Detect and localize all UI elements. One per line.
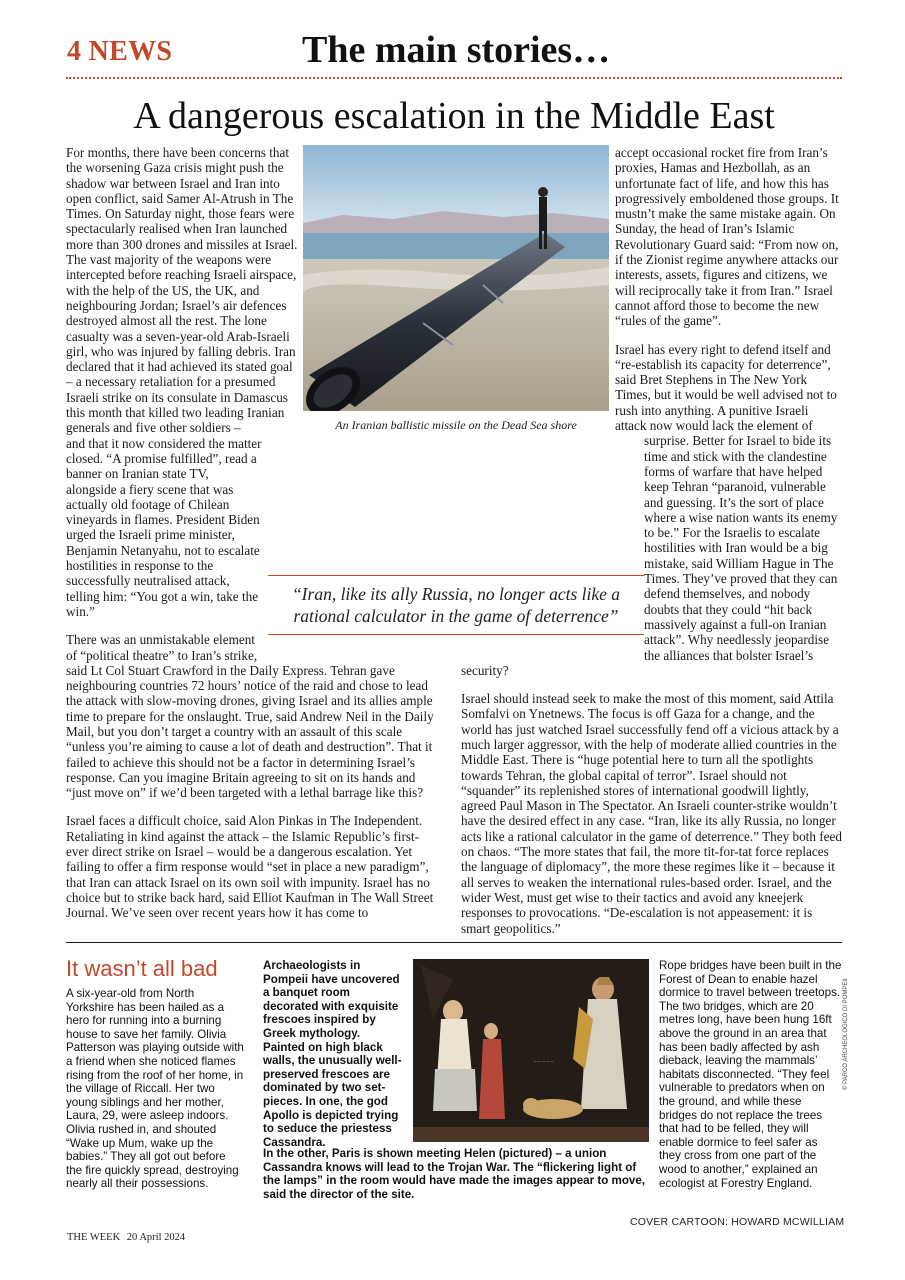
page-footer	[67, 1232, 185, 1243]
publication-name: THE WEEK	[67, 1232, 121, 1243]
missile-photo	[303, 145, 609, 411]
fresco-inscription: ~~~~~	[533, 1059, 554, 1065]
page-heading: The main stories…	[302, 29, 611, 71]
article-paragraph: Israel has every right to defend itself and “re-establish its capacity for deterrence”, said Bret Stephens in The New York Times, but it would be well advised not to rush into anything. A punitive Israeli attack now would lack the element of surprise. Better for Israel to bide its time and stick with the clandestine forms of warfare that have helped keep Tehran “paranoid, vulnerable and guessing. It’s the sort of place where a wise nation wants its enemy to be.” For the Israelis to escalate hostilities with Iran would be a big mistake, said William Hague in The Times. They’ve proved that they can defend themselves, and nobody doubts that they could “hit back massively against a full-on Iranian attack”. Why needlessly jeopardise the alliances that bolster Israel’s security?	[461, 341, 838, 678]
section-label: 4 NEWS	[67, 36, 173, 67]
pullquote: “Iran, like its ally Russia, no longer acts like a rational calculator in the game of deterrence”	[291, 584, 621, 626]
article-paragraph: There was an unmistakable element of “political theatre” to Iran’s strike, said Lt Col Stuart Crawford in the Daily Express. Tehran gave neighbouring countries 72 hours’ notice of the raid and chose to lead the attack with slow-moving drones, giving Israel and its allies ample time to prepare for the onslaught. True, said Andrew Neil in the Daily Mail, but you don’t target a country with an assault of this scale “unless you’re aiming to cause a lot of death and destruction”. That it failed to achieve this should not be a factor in determining Israel’s response. Can you imagine Britain agreeing to sit on its hands and “just move on” if we’d been targeted with a lethal barrage like this?	[66, 632, 434, 801]
article-paragraph: accept occasional rocket fire from Iran’s proxies, Hamas and Hezbollah, as an unfortunate fact of life, and how this has progressively emboldened those groups. It mustn’t make the same mistake again. On Sunday, the head of Iran’s Islamic Revolutionary Guard said: “From now on, if the Zionist regime anywhere attacks our interests, assets, figures and citizens, we will reciprocally take it from Iran.” Israel cannot afford those to become the new “rules of the game”.	[615, 145, 839, 329]
briefs-section-title: It wasn’t all bad	[66, 956, 218, 981]
photo-caption: An Iranian ballistic missile on the Dead Sea shore	[335, 418, 577, 432]
pullquote-bottom-rule	[268, 634, 644, 635]
article-paragraph: For months, there have been concerns that the worsening Gaza crisis might push the shadow war between Israel and Iran into open conflict, said Samer Al-Atrush in The Times. On Saturday night, those fears were spectacularly realised when Iran launched more than 300 drones and missiles at Israel. The vast majority of the weapons were intercepted before reaching Israeli airspace, with the help of the US, the UK, and neighbouring Jordan; Israel’s air defences destroyed almost all the rest. The lone casualty was a seven-year-old Arab-Israeli girl, who was injured by falling debris. Iran declared that it had achieved its stated goal – a necessary retaliation for a presumed Israeli strike on its consulate in Damascus this month that killed two leading Iranian generals and five other soldiers – and that it now considered the matter closed. “A promise fulfilled”, read a banner on Iranian state TV, alongside a fiery scene that was actually old footage of Chilean vineyards in flames. President Biden urged the Israeli prime minister, Benjamin Netanyahu, not to escalate hostilities in response to the successfully neutralised attack, telling him: “You got a win, take the win.”	[66, 145, 298, 619]
pullquote-top-rule	[268, 575, 644, 576]
briefs-divider	[66, 942, 842, 943]
article-paragraph: Israel faces a difficult choice, said Alon Pinkas in The Independent. Retaliating in kind against the attack – the Islamic Republic’s first-ever direct strike on Israel – would be a dangerous escalation. Yet failing to offer a firm response would “set in place a new paradigm”, that Iran can attack Israel on its own soil with impunity. Israel has no choice but to strike back hard, said Elliot Kaufman in The Wall Street Journal. We’ve seen over recent years how it has come to	[66, 813, 434, 921]
fresco-photo	[413, 959, 649, 1142]
brief-pompeii-bottom: In the other, Paris is shown meeting Helen (pictured) – a union Cassandra knows will lead to the Trojan War. The “flickering light of the lamps” in the room would have made the images appear to move, said the director of the site.	[263, 1147, 646, 1201]
issue-date: 20 April 2024	[126, 1232, 186, 1243]
article-headline: A dangerous escalation in the Middle East	[133, 95, 775, 137]
brief-olivia: A six-year-old from North Yorkshire has been hailed as a hero for running into a burning house to save her family. Olivia Patterson was playing outside with a friend when she noticed flames rising from the roof of her home, in the village of Riccall. Her two young siblings and her mother, Laura, 29, were asleep indoors. Olivia rushed in, and shouted “Wake up Mum, wake up the babies.” They all got out before the fire quickly spread, destroying nearly all their possessions.	[66, 987, 244, 1191]
photo-credit: © PARCO ARCHEOLOGICO DI POMPEII	[843, 978, 849, 1090]
cover-cartoon-credit: COVER CARTOON: HOWARD MCWILLIAM	[630, 1216, 845, 1228]
missile-illustration	[303, 145, 609, 411]
article-paragraph: Israel should instead seek to make the most of this moment, said Attila Somfalvi on Ynetnews. The focus is off Gaza for a change, and the world has just watched Israel successfully fend off a vicious attack by a much larger aggressor, with the help of moderate allied countries in the Middle East. There is “huge potential here to turn all the spotlights towards Tehran, the global capital of terror”. Israel should not “squander” its replenished stores of international goodwill lightly, agreed Paul Mason in The Spectator. An Israeli counter-strike wouldn’t have the desired effect in any case. “Iran, like its ally Russia, no longer acts like a rational calculator in the game of deterrence.” They both feed on chaos. “The more states that fail, the more tit-for-tat force replaces the language of diplomacy”, the more these regimes like it – because it all serves to weaken the international rules-based order. Israel, and the wider West, must get wise to their tactics and avoid any kneejerk responses to provocations. “De-escalation is not appeasement: it is smart geopolitics.”	[461, 691, 842, 936]
header-rule	[66, 77, 842, 79]
fresco-illustration	[413, 959, 649, 1142]
brief-dormice: Rope bridges have been built in the Forest of Dean to enable hazel dormice to travel between treetops. The two bridges, which are 20 metres long, have been hung 16ft above the ground in an area that has been badly affected by ash dieback, leaving the mammals’ habitats disconnected. “They feel vulnerable to predators when on the ground, and while these bridges do not replace the trees that had to be felled, they will enable dormice to feel safer as they cross from one part of the wood to another,” explained an ecologist at Forestry England.	[659, 959, 842, 1190]
brief-pompeii-top: Archaeologists in Pompeii have uncovered a banquet room decorated with exquisite frescoes inspired by Greek mythology. Painted on high black walls, the unusually well-preserved frescoes are dominated by two set-pieces. In one, the god Apollo is depicted trying to seduce the priestess Cassandra.	[263, 959, 402, 1149]
